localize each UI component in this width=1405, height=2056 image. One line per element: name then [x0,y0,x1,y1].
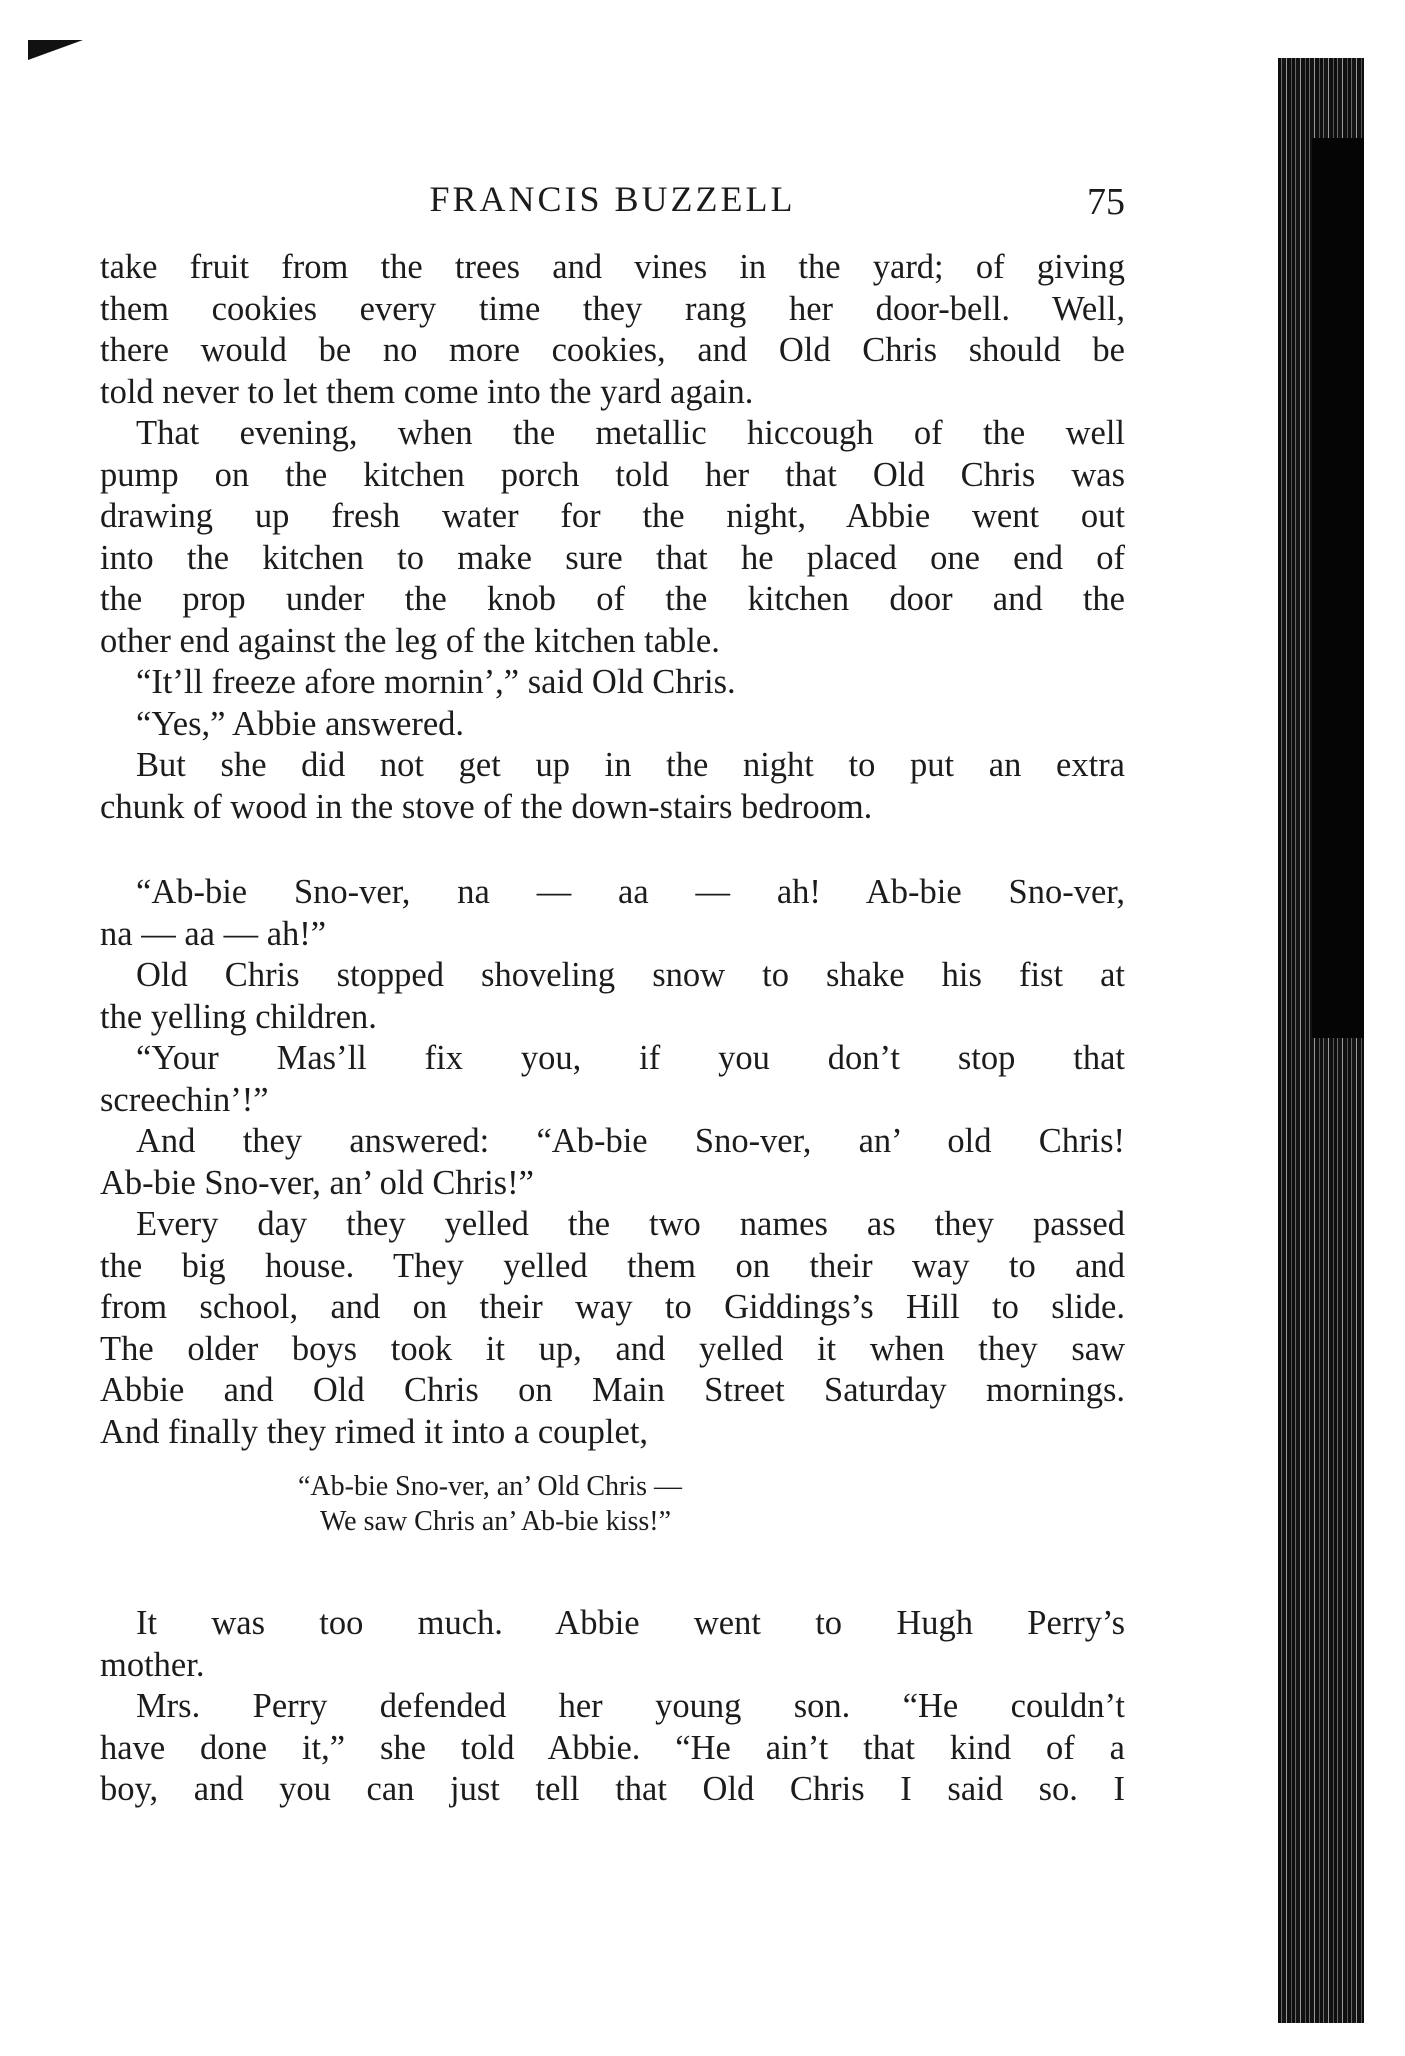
text-line: Mrs. Perry defended her young son. “He couldn’t [136,1687,1125,1725]
text-line: Old Chris stopped shoveling snow to shake his fist at [136,956,1125,994]
text-line: the big house. They yelled them on their way to and [100,1246,1125,1285]
text-line: the yelling children. [100,997,377,1036]
text-line: drawing up fresh water for the night, Abbie went out [100,497,1125,535]
text-line: screechin’!” [100,1080,269,1119]
text-line: “It’ll freeze afore mornin’,” said Old Chris. [136,663,736,701]
body-text [100,247,1125,1811]
text-line: That evening, when the metallic hiccough of the well [136,414,1125,452]
text-line: “Ab-bie Sno-ver, na — aa — ah! Ab-bie Sno-ver, [136,873,1125,911]
text-line: It was too much. Abbie went to Hugh Perry’s [136,1604,1125,1642]
running-head-title: FRANCIS BUZZELL [429,179,796,219]
page-number: 75 [1087,181,1125,223]
text-line: other end against the leg of the kitchen table. [100,621,720,660]
verse-line: “Ab-bie Sno-ver, an’ Old Chris — [298,1471,683,1502]
corner-mark [28,40,83,60]
text-line: from school, and on their way to Giddings’s Hill to slide. [100,1288,1125,1326]
text-line: take fruit from the trees and vines in the yard; of giving [100,248,1125,286]
text-line: chunk of wood in the stove of the down-stairs bedroom. [100,787,873,826]
book-binding-edge [1278,58,1364,2023]
text-line: pump on the kitchen porch told her that Old Chris was [100,455,1125,494]
verse-spacer [100,1453,1125,1469]
text-line: Abbie and Old Chris on Main Street Saturday mornings. [100,1371,1125,1409]
text-line: mother. [100,1645,205,1684]
verse-spacer [100,1539,1125,1603]
section-break [100,828,1125,872]
text-line: And finally they rimed it into a couplet, [100,1412,649,1451]
text-line: into the kitchen to make sure that he placed one end of [100,538,1125,577]
text-line: “Your Mas’ll fix you, if you don’t stop that [136,1039,1125,1077]
text-line: And they answered: “Ab-bie Sno-ver, an’ old Chris! [136,1122,1125,1160]
text-line: have done it,” she told Abbie. “He ain’t that kind of a [100,1728,1125,1767]
text-line: But she did not get up in the night to put an extra [136,746,1125,784]
verse-line: We saw Chris an’ Ab-bie kiss!” [320,1506,672,1537]
running-head [100,174,1125,234]
text-line: boy, and you can just tell that Old Chris I said so. I [100,1770,1125,1808]
text-line: them cookies every time they rang her door-bell. Well, [100,289,1125,328]
text-line: the prop under the knob of the kitchen door and the [100,580,1125,618]
text-line: there would be no more cookies, and Old Chris should be [100,331,1125,369]
text-line: Every day they yelled the two names as they passed [136,1205,1125,1243]
text-line: told never to let them come into the yard again. [100,372,754,411]
text-line: The older boys took it up, and yelled it when they saw [100,1329,1125,1368]
text-line: Ab-bie Sno-ver, an’ old Chris!” [100,1163,534,1202]
text-line: na — aa — ah!” [100,914,327,953]
text-line: “Yes,” Abbie answered. [136,704,465,743]
